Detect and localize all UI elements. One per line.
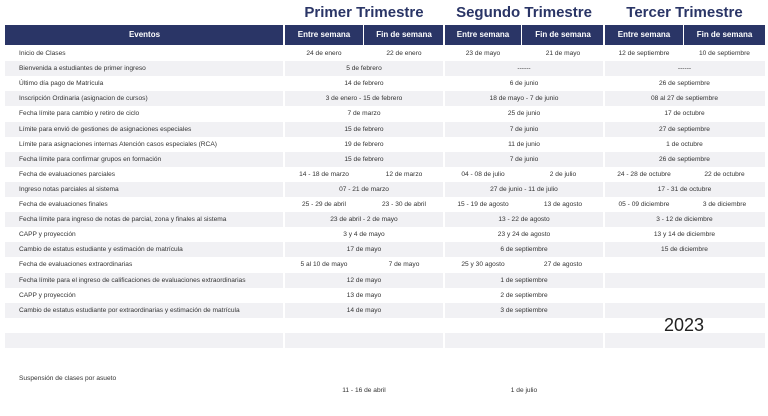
t2-end-week-date: 21 de mayo	[545, 50, 581, 57]
event-label: Inicio de Clases	[19, 50, 66, 57]
event-label: Límite para asignaciones internas Atención casos especiales (RCA)	[19, 140, 217, 148]
calendar-year: 2023	[663, 315, 705, 335]
t2-merged-date: 7 de junio	[509, 155, 539, 163]
event-label: Límite para envió de gestiones de asignaciones especiales	[19, 125, 192, 133]
table-row	[5, 167, 765, 182]
event-label: Fecha límite para cambio y retiro de ciclo	[19, 110, 140, 118]
table-row	[5, 76, 765, 91]
t2-merged-date: 23 y 24 de agosto	[497, 231, 551, 239]
t2-end-week-header: Fin de semana	[535, 30, 591, 39]
t1-merged-date: 7 de marzo	[347, 110, 381, 118]
trimester-title-3: Tercer Trimestre	[626, 4, 743, 21]
event-label: Último día pago de Matrícula	[19, 80, 104, 88]
t1-end-week-date: 22 de enero	[386, 50, 422, 57]
t2-merged-date: ------	[517, 65, 531, 73]
t3-merged-date: 15 de diciembre	[661, 246, 708, 254]
table-row-suspension	[5, 363, 765, 401]
t2-merged-date: 1 de septiembre	[500, 276, 548, 284]
event-label: CAPP y proyección	[19, 291, 76, 299]
t2-merged-date: 11 de junio	[508, 140, 540, 148]
events-column-header: Eventos	[128, 30, 161, 39]
t2-start-week-date: 04 - 08 de julio	[461, 170, 505, 178]
event-label: Fecha límite para el ingreso de calificaciones de evaluaciones extraordinarias	[19, 276, 246, 284]
t2-merged-date: 13 - 22 de agosto	[498, 216, 550, 224]
t3-start-week-date: 24 - 28 de octubre	[617, 170, 671, 178]
t2-start-week-header: Entre semana	[456, 30, 510, 39]
t2-start-week-date: 15 - 19 de agosto	[457, 201, 509, 208]
table-row	[5, 227, 765, 242]
event-label: Cambio de estatus estudiante por extraordinarias y estimación de matrícula	[19, 306, 240, 314]
col-separator	[683, 25, 684, 45]
t3-merged-date: 26 de septiembre	[659, 80, 710, 88]
t1-start-week-date: 5 al 10 de mayo	[300, 261, 348, 269]
event-label	[19, 333, 291, 348]
t1-merged-date: 07 - 21 de marzo	[339, 185, 389, 193]
col-separator	[603, 25, 605, 405]
event-label: Fecha de evaluaciones extraordinarias	[19, 261, 133, 269]
table-row	[5, 288, 765, 303]
table-row	[5, 212, 765, 227]
t2-merged-date: 6 de septiembre	[500, 246, 548, 254]
t2-end-week-date: 27 de agosto	[543, 261, 583, 269]
table-row	[5, 242, 765, 257]
t2-merged-date: 7 de junio	[509, 125, 539, 133]
event-label: Fecha de evaluaciones finales	[19, 201, 108, 208]
event-label: Fecha límite para confirmar grupos en formación	[19, 155, 162, 163]
t1-merged-date: 5 de febrero	[346, 65, 382, 73]
t1-merged-date: 14 de febrero	[344, 80, 384, 88]
t3-merged-date: 17 de octubre	[664, 110, 705, 118]
t3-merged-date: 08 al 27 de septiembre	[650, 95, 719, 103]
t1-end-week-date: 12 de marzo	[385, 170, 423, 178]
trimester-title-2: Segundo Trimestre	[456, 4, 592, 21]
t3-end-week-date: 10 de septiembre	[699, 50, 750, 57]
col-separator	[363, 25, 364, 45]
event-label: Ingreso notas parciales al sistema	[19, 185, 119, 193]
event-label: Fecha límite para ingreso de notas de parcial, zona y finales al sistema	[19, 216, 227, 224]
table-row	[5, 106, 765, 121]
col-separator	[521, 25, 522, 45]
t2-start-week-date: 23 de mayo	[465, 50, 501, 57]
event-label: Fecha de evaluaciones parciales	[19, 170, 116, 178]
table-row	[5, 91, 765, 106]
t2-end-week-date: 13 de agosto	[543, 201, 583, 208]
t2-merged-date: 2 de septiembre	[500, 291, 548, 299]
t1-merged-date: 12 de mayo	[346, 276, 382, 284]
t1-merged-date: 11 - 16 de abril	[342, 387, 386, 394]
t2-merged-date: 27 de junio - 11 de julio	[490, 185, 558, 193]
event-label: Suspensión de clases por asueto	[19, 375, 117, 382]
t1-merged-date: 13 de mayo	[346, 291, 382, 299]
table-row	[5, 152, 765, 167]
t3-end-week-header: Fin de semana	[696, 30, 753, 39]
table-row	[5, 122, 765, 137]
table-row	[5, 46, 765, 61]
t2-merged-date: 1 de julio	[510, 387, 538, 394]
t1-start-week-header: Entre semana	[297, 30, 351, 39]
table-row	[5, 137, 765, 152]
t1-merged-date: 3 y 4 de mayo	[343, 231, 385, 239]
event-label: Cambio de estatus estudiante y estimación de matrícula	[19, 246, 183, 254]
event-label: Inscripción Ordinaria (asignacion de cursos)	[19, 95, 148, 103]
t1-merged-date: 23 de abril - 2 de mayo	[330, 216, 398, 224]
t3-end-week-date: 3 de diciembre	[702, 201, 747, 208]
t3-start-week-date: 12 de septiembre	[618, 50, 670, 57]
event-label: CAPP y proyección	[19, 231, 76, 239]
t2-merged-date: 25 de junio	[507, 110, 541, 118]
table-row	[5, 257, 765, 272]
t3-merged-date: ------	[677, 65, 692, 73]
t1-end-week-header: Fin de semana	[376, 30, 432, 39]
event-label: Bienvenida a estudiantes de primer ingreso	[19, 65, 146, 73]
t2-start-week-date: 25 y 30 agosto	[461, 261, 505, 269]
t3-end-week-date: 22 de octubre	[704, 170, 745, 178]
t2-merged-date: 6 de junio	[509, 80, 539, 88]
t1-start-week-date: 24 de enero	[306, 50, 342, 57]
t1-end-week-date: 7 de mayo	[388, 261, 420, 269]
t3-merged-date: 13 y 14 de diciembre	[653, 231, 716, 239]
t1-start-week-date: 25 - 29 de abril	[302, 201, 346, 208]
table-row	[5, 61, 765, 76]
col-separator	[443, 25, 445, 405]
trimester-title-1: Primer Trimestre	[304, 4, 424, 21]
t3-merged-date: 26 de septiembre	[659, 155, 710, 163]
t3-merged-date: 1 de octubre	[666, 140, 703, 148]
event-label	[19, 318, 291, 333]
t2-merged-date: 18 de mayo - 7 de junio	[489, 95, 559, 103]
event-label	[19, 348, 291, 363]
t3-start-week-header: Entre semana	[617, 30, 671, 39]
table-row	[5, 273, 765, 288]
table-row	[5, 348, 765, 363]
t1-merged-date: 15 de febrero	[344, 125, 384, 133]
t1-merged-date: 14 de mayo	[346, 306, 382, 314]
t1-start-week-date: 14 - 18 de marzo	[299, 170, 349, 178]
t3-start-week-date: 05 - 09 diciembre	[618, 201, 670, 208]
table-row	[5, 182, 765, 197]
t3-merged-date: 17 - 31 de octubre	[657, 185, 712, 193]
t2-merged-date: 3 de septiembre	[500, 306, 548, 314]
t3-merged-date: 27 de septiembre	[659, 125, 710, 133]
t2-end-week-date: 2 de julio	[549, 170, 577, 178]
t1-merged-date: 19 de febrero	[344, 140, 384, 148]
col-separator	[283, 25, 285, 405]
t1-merged-date: 3 de enero - 15 de febrero	[325, 95, 403, 103]
t1-end-week-date: 23 - 30 de abril	[382, 201, 426, 208]
t1-merged-date: 17 de mayo	[346, 246, 382, 254]
t1-merged-date: 15 de febrero	[344, 155, 384, 163]
table-row	[5, 197, 765, 212]
t3-merged-date: 3 - 12 de diciembre	[656, 216, 713, 224]
